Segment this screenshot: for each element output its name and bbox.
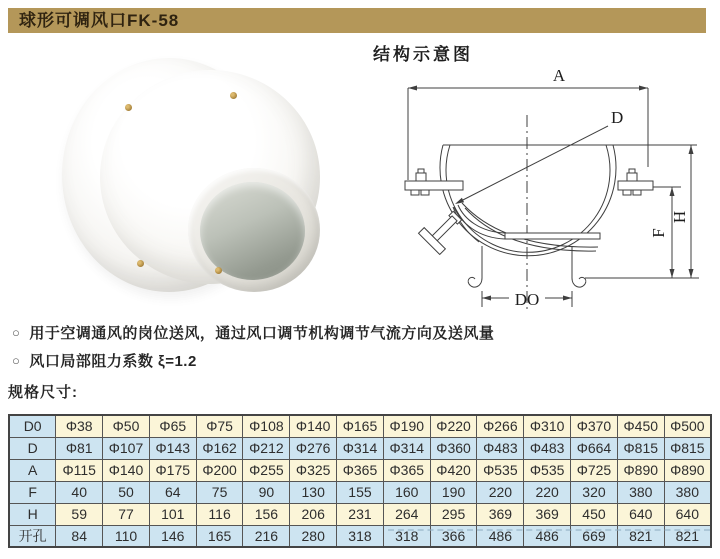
screw-icon xyxy=(137,260,144,267)
spec-cell: Φ175 xyxy=(149,459,196,481)
spec-cell: 84 xyxy=(56,525,103,547)
spec-cell: 160 xyxy=(383,481,430,503)
spec-cell: Φ314 xyxy=(337,437,384,459)
dimension-h xyxy=(670,145,694,278)
spec-cell: 165 xyxy=(196,525,243,547)
spec-cell: 77 xyxy=(103,503,150,525)
spec-cell: 821 xyxy=(664,525,711,547)
svg-text:A: A xyxy=(552,66,566,85)
page-title: 球形可调风口FK-58 xyxy=(8,8,706,33)
spec-cell: 156 xyxy=(243,503,290,525)
spec-cell: Φ370 xyxy=(571,415,618,437)
spec-cell: 486 xyxy=(524,525,571,547)
spec-cell: Φ200 xyxy=(196,459,243,481)
spec-cell: Φ140 xyxy=(103,459,150,481)
screw-icon xyxy=(125,104,132,111)
product-photo xyxy=(40,42,340,304)
spec-cell: 220 xyxy=(477,481,524,503)
spec-row-F xyxy=(9,481,711,503)
spec-cell: Φ220 xyxy=(430,415,477,437)
spec-cell: 231 xyxy=(337,503,384,525)
spec-cell: Φ535 xyxy=(477,459,524,481)
spec-cell: Φ165 xyxy=(337,415,384,437)
spec-cell: Φ664 xyxy=(571,437,618,459)
spec-cell: 130 xyxy=(290,481,337,503)
dimension-d xyxy=(455,108,623,204)
spec-row-H xyxy=(9,503,711,525)
svg-text:DO: DO xyxy=(514,290,540,309)
spec-row-label: D0 xyxy=(9,415,56,437)
circle-bullet-icon: ○ xyxy=(12,325,21,340)
note-resistance xyxy=(12,350,197,371)
spec-cell: Φ107 xyxy=(103,437,150,459)
spec-cell: 220 xyxy=(524,481,571,503)
spec-cell: Φ365 xyxy=(383,459,430,481)
spec-cell: 640 xyxy=(664,503,711,525)
screw-icon xyxy=(230,92,237,99)
spec-cell: 64 xyxy=(149,481,196,503)
spec-cell: Φ815 xyxy=(617,437,664,459)
spec-row-label: A xyxy=(9,459,56,481)
spec-cell: Φ725 xyxy=(571,459,618,481)
spec-cell: Φ890 xyxy=(617,459,664,481)
screw-icon xyxy=(215,267,222,274)
spec-cell: Φ483 xyxy=(477,437,524,459)
spec-row-D0 xyxy=(9,415,711,437)
spec-table xyxy=(8,414,712,548)
mounting-tab-left xyxy=(405,169,463,195)
spec-cell: Φ450 xyxy=(617,415,664,437)
spec-section-label: 规格尺寸: xyxy=(8,384,78,401)
spec-cell: Φ75 xyxy=(196,415,243,437)
spec-cell: 318 xyxy=(383,525,430,547)
spec-cell: 75 xyxy=(196,481,243,503)
spec-cell: 155 xyxy=(337,481,384,503)
spec-cell: 380 xyxy=(664,481,711,503)
spec-cell: Φ143 xyxy=(149,437,196,459)
adjust-knob xyxy=(419,205,468,254)
spec-cell: Φ815 xyxy=(664,437,711,459)
spec-cell: 264 xyxy=(383,503,430,525)
spec-cell: Φ500 xyxy=(664,415,711,437)
spec-cell: Φ50 xyxy=(103,415,150,437)
spec-cell: 110 xyxy=(103,525,150,547)
note-resistance-text: 风口局部阻力系数 ξ=1.2 xyxy=(29,353,197,370)
spec-cell: Φ314 xyxy=(383,437,430,459)
spec-cell: Φ65 xyxy=(149,415,196,437)
spec-cell: Φ255 xyxy=(243,459,290,481)
spec-cell: 146 xyxy=(149,525,196,547)
diffuser-nozzle-opening xyxy=(200,182,305,280)
spec-row-label: F xyxy=(9,481,56,503)
spec-cell: 206 xyxy=(290,503,337,525)
spec-cell: Φ81 xyxy=(56,437,103,459)
spec-cell: 640 xyxy=(617,503,664,525)
spec-cell: Φ360 xyxy=(430,437,477,459)
spec-cell: 50 xyxy=(103,481,150,503)
spec-cell: 59 xyxy=(56,503,103,525)
spec-cell: Φ483 xyxy=(524,437,571,459)
spec-cell: 486 xyxy=(477,525,524,547)
dimension-do xyxy=(482,290,572,309)
spec-cell: 318 xyxy=(337,525,384,547)
spec-cell: Φ162 xyxy=(196,437,243,459)
spec-row-D xyxy=(9,437,711,459)
mounting-tab-right xyxy=(618,169,653,195)
diagram-title: 结构示意图 xyxy=(373,45,473,64)
spec-cell: 190 xyxy=(430,481,477,503)
spec-row-A xyxy=(9,459,711,481)
spec-cell: 280 xyxy=(290,525,337,547)
spec-cell: Φ212 xyxy=(243,437,290,459)
spec-cell: Φ115 xyxy=(56,459,103,481)
spec-cell: Φ310 xyxy=(524,415,571,437)
spec-cell: 669 xyxy=(571,525,618,547)
spec-cell: Φ108 xyxy=(243,415,290,437)
spec-cell: Φ420 xyxy=(430,459,477,481)
spec-cell: Φ140 xyxy=(290,415,337,437)
dimension-f xyxy=(649,187,681,278)
spec-cell: 90 xyxy=(243,481,290,503)
spec-cell: Φ365 xyxy=(337,459,384,481)
spec-cell: Φ535 xyxy=(524,459,571,481)
spec-cell: 380 xyxy=(617,481,664,503)
note-usage xyxy=(12,322,494,343)
spec-cell: Φ276 xyxy=(290,437,337,459)
spec-cell: Φ38 xyxy=(56,415,103,437)
svg-text:F: F xyxy=(649,228,668,238)
spec-cell: Φ890 xyxy=(664,459,711,481)
spec-cell: 101 xyxy=(149,503,196,525)
spec-cell: 369 xyxy=(524,503,571,525)
spec-row-label: H xyxy=(9,503,56,525)
spec-cell: 295 xyxy=(430,503,477,525)
structure-diagram xyxy=(352,57,712,315)
spec-cell: Φ325 xyxy=(290,459,337,481)
spec-cell: 366 xyxy=(430,525,477,547)
circle-bullet-icon: ○ xyxy=(12,353,21,368)
spec-cell: 369 xyxy=(477,503,524,525)
spec-cell: 40 xyxy=(56,481,103,503)
spec-cell: 216 xyxy=(243,525,290,547)
spec-row-label: D xyxy=(9,437,56,459)
spec-cell: 320 xyxy=(571,481,618,503)
spec-row-label: 开孔 xyxy=(9,525,56,547)
note-usage-text: 用于空调通风的岗位送风，通过风口调节机构调节气流方向及送风量 xyxy=(29,325,495,342)
spec-cell: Φ266 xyxy=(477,415,524,437)
spec-cell: 821 xyxy=(617,525,664,547)
spec-row-开孔 xyxy=(9,525,711,547)
spec-cell: Φ190 xyxy=(383,415,430,437)
spec-cell: 116 xyxy=(196,503,243,525)
svg-text:H: H xyxy=(670,210,689,224)
svg-text:D: D xyxy=(611,108,624,127)
spec-cell: 450 xyxy=(571,503,618,525)
